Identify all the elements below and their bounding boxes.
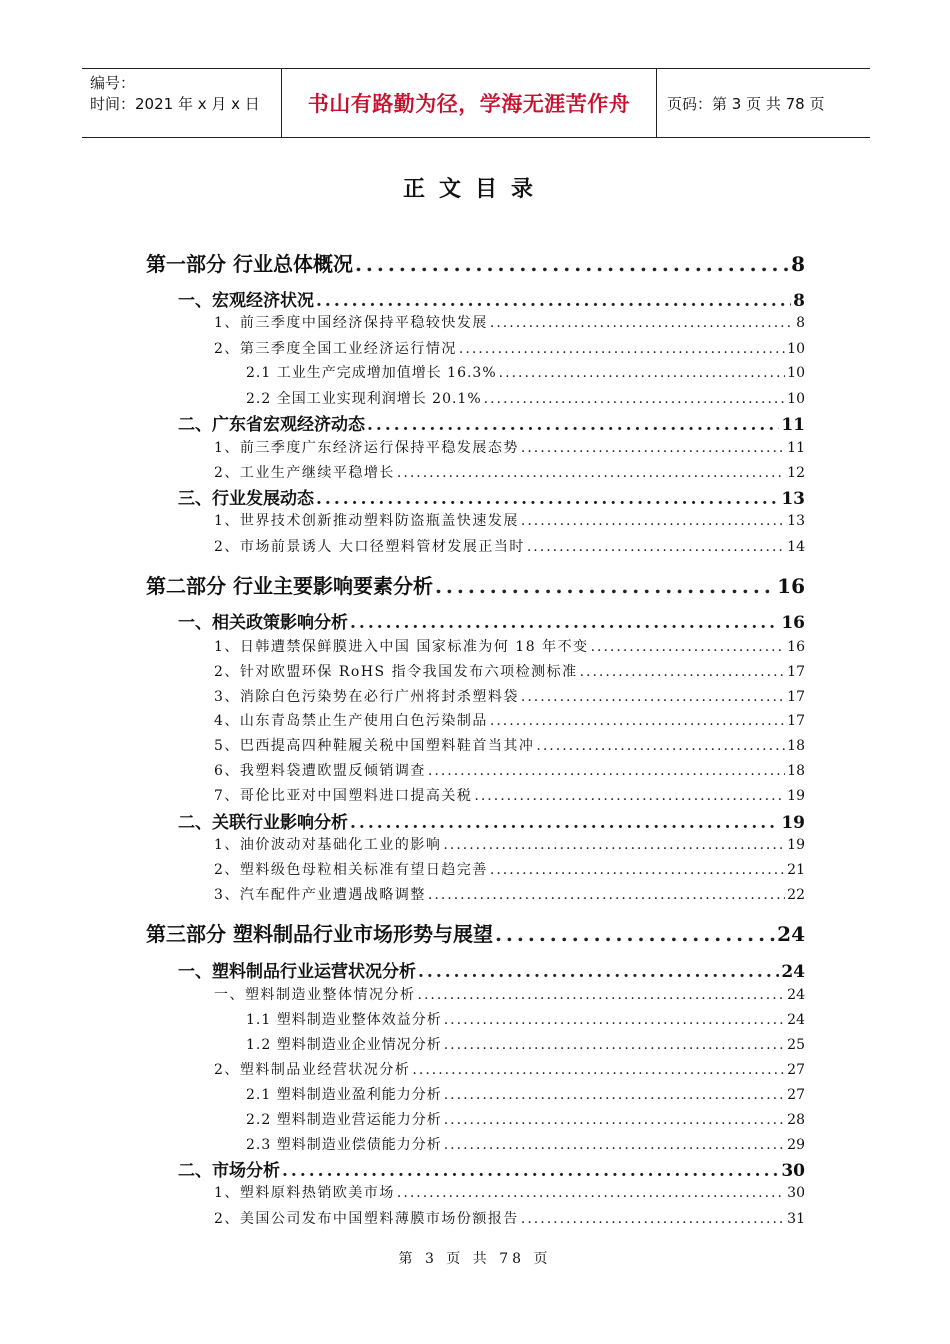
toc-entry-page: 24 bbox=[787, 1012, 805, 1028]
toc-dot-leader bbox=[444, 1137, 785, 1153]
toc-entry-page: 24 bbox=[787, 987, 805, 1003]
toc-entry[interactable] bbox=[214, 462, 805, 482]
toc-dot-leader bbox=[444, 1012, 785, 1028]
toc-dot-leader bbox=[499, 365, 786, 381]
toc-dot-leader bbox=[443, 837, 785, 853]
toc-entry-title: 2、第三季度全国工业经济运行情况 bbox=[214, 341, 457, 357]
toc-entry[interactable] bbox=[178, 410, 805, 435]
toc-entry-page: 30 bbox=[787, 1185, 805, 1201]
toc-entry-title: 3、汽车配件产业遭遇战略调整 bbox=[214, 887, 426, 903]
toc-entry-title: 二、广东省宏观经济动态 bbox=[178, 415, 365, 435]
toc-entry-title: 5、巴西提高四种鞋履关税中国塑料鞋首当其冲 bbox=[214, 738, 535, 754]
toc-entry-page: 17 bbox=[787, 713, 805, 729]
toc-entry[interactable] bbox=[246, 1084, 805, 1104]
header-motto: 书山有路勤为径，学海无涯苦作舟 bbox=[282, 69, 657, 137]
toc-entry-title: 一、塑料制造业整体情况分析 bbox=[214, 987, 416, 1003]
toc-entry[interactable] bbox=[214, 686, 805, 706]
toc-dot-leader bbox=[418, 962, 779, 982]
toc-entry-title: 三、行业发展动态 bbox=[178, 489, 314, 509]
toc-entry-page: 18 bbox=[787, 738, 805, 754]
toc-entry-title: 二、关联行业影响分析 bbox=[178, 813, 348, 833]
toc-dot-leader bbox=[490, 713, 785, 729]
toc-entry[interactable] bbox=[214, 859, 805, 879]
toc-entry-title: 2、工业生产继续平稳增长 bbox=[214, 465, 395, 481]
header-number: 编号： bbox=[90, 74, 136, 92]
toc-entry-title: 1、前三季度中国经济保持平稳较快发展 bbox=[214, 315, 488, 331]
toc-entry-page: 12 bbox=[787, 465, 805, 481]
toc-dot-leader bbox=[490, 315, 794, 331]
toc-entry[interactable] bbox=[178, 608, 805, 633]
toc-entry-title: 2、塑料制品业经营状况分析 bbox=[214, 1062, 411, 1078]
toc-dot-leader bbox=[418, 987, 786, 1003]
toc-entry-page: 8 bbox=[796, 315, 805, 331]
toc-entry-page: 16 bbox=[777, 574, 805, 598]
toc-entry-page: 19 bbox=[787, 788, 805, 804]
toc-dot-leader bbox=[428, 887, 785, 903]
toc-dot-leader bbox=[474, 788, 785, 804]
toc-entry[interactable] bbox=[214, 636, 805, 656]
toc-entry-page: 24 bbox=[777, 922, 805, 946]
toc-entry[interactable] bbox=[178, 808, 805, 833]
toc-entry[interactable] bbox=[214, 437, 805, 457]
toc-entry-page: 17 bbox=[787, 689, 805, 705]
toc-dot-leader bbox=[490, 862, 785, 878]
toc-entry[interactable] bbox=[146, 248, 805, 277]
toc-dot-leader bbox=[412, 1062, 785, 1078]
toc-dot-leader bbox=[397, 1185, 785, 1201]
toc-entry-title: 第一部分 行业总体概况 bbox=[146, 252, 353, 276]
toc-dot-leader bbox=[350, 813, 779, 833]
toc-entry[interactable] bbox=[246, 1009, 805, 1029]
toc-entry[interactable] bbox=[214, 338, 805, 358]
toc-entry[interactable] bbox=[178, 484, 805, 509]
toc-entry-page: 8 bbox=[793, 291, 805, 311]
toc-entry-title: 二、市场分析 bbox=[178, 1161, 280, 1181]
toc-entry-page: 25 bbox=[787, 1037, 805, 1053]
toc-entry[interactable] bbox=[246, 362, 805, 382]
toc-entry-page: 19 bbox=[787, 837, 805, 853]
toc-entry-page: 18 bbox=[787, 763, 805, 779]
toc-entry-page: 10 bbox=[787, 341, 805, 357]
toc-entry-title: 2.3 塑料制造业偿债能力分析 bbox=[246, 1137, 442, 1153]
toc-dot-leader bbox=[591, 639, 786, 655]
toc-dot-leader bbox=[580, 664, 786, 680]
toc-dot-leader bbox=[367, 415, 779, 435]
toc-dot-leader bbox=[282, 1161, 779, 1181]
toc-entry-page: 13 bbox=[781, 489, 805, 509]
toc-dot-leader bbox=[527, 539, 785, 555]
toc-entry[interactable] bbox=[214, 760, 805, 780]
toc-entry[interactable] bbox=[214, 510, 805, 530]
toc-entry-title: 1、塑料原料热销欧美市场 bbox=[214, 1185, 395, 1201]
toc-entry[interactable] bbox=[146, 570, 805, 599]
page-footer: 第 3 页 共 78 页 bbox=[398, 1251, 552, 1267]
header-meta bbox=[82, 69, 282, 137]
toc-entry[interactable] bbox=[214, 661, 805, 681]
header-page-info: 页码：第 3 页 共 78 页 bbox=[667, 94, 825, 113]
toc-entry-title: 2、美国公司发布中国塑料薄膜市场份额报告 bbox=[214, 1211, 519, 1227]
toc-entry[interactable] bbox=[214, 536, 805, 556]
toc-entry[interactable] bbox=[214, 735, 805, 755]
toc-dot-leader bbox=[521, 440, 785, 456]
toc-dot-leader bbox=[316, 489, 779, 509]
toc-entry[interactable] bbox=[246, 1109, 805, 1129]
toc-dot-leader bbox=[428, 763, 785, 779]
toc-entry-title: 4、山东青岛禁止生产使用白色污染制品 bbox=[214, 713, 488, 729]
toc-entry-page: 24 bbox=[781, 962, 805, 982]
toc-entry[interactable] bbox=[246, 1034, 805, 1054]
toc-entry[interactable] bbox=[214, 1208, 805, 1228]
toc-dot-leader bbox=[521, 1211, 785, 1227]
toc-entry-title: 1.2 塑料制造业企业情况分析 bbox=[246, 1037, 442, 1053]
toc-dot-leader bbox=[316, 291, 791, 311]
toc-entry-page: 29 bbox=[787, 1137, 805, 1153]
toc-entry[interactable] bbox=[246, 388, 805, 408]
toc-entry-title: 2.1 塑料制造业盈利能力分析 bbox=[246, 1087, 442, 1103]
toc-dot-leader bbox=[444, 1087, 785, 1103]
toc-entry[interactable] bbox=[246, 1134, 805, 1154]
toc-entry-page: 10 bbox=[787, 365, 805, 381]
toc-entry-page: 19 bbox=[781, 813, 805, 833]
toc-entry[interactable] bbox=[214, 710, 805, 730]
toc-entry[interactable] bbox=[178, 957, 805, 982]
toc-entry-page: 17 bbox=[787, 664, 805, 680]
toc-entry[interactable] bbox=[214, 1182, 805, 1202]
toc-entry[interactable] bbox=[214, 884, 805, 904]
toc-entry[interactable] bbox=[214, 785, 805, 805]
toc-entry-title: 3、消除白色污染势在必行广州将封杀塑料袋 bbox=[214, 689, 519, 705]
toc-entry[interactable] bbox=[178, 1156, 805, 1181]
toc-dot-leader bbox=[484, 391, 786, 407]
toc-entry-title: 1、世界技术创新推动塑料防盗瓶盖快速发展 bbox=[214, 513, 519, 529]
toc-entry-page: 22 bbox=[787, 887, 805, 903]
toc-entry-title: 6、我塑料袋遭欧盟反倾销调查 bbox=[214, 763, 426, 779]
toc-entry-title: 一、相关政策影响分析 bbox=[178, 613, 348, 633]
toc-dot-leader bbox=[444, 1037, 785, 1053]
toc-entry-page: 30 bbox=[781, 1161, 805, 1181]
toc-dot-leader bbox=[444, 1112, 785, 1128]
toc-entry[interactable] bbox=[146, 918, 805, 947]
toc-entry-title: 2、针对欧盟环保 RoHS 指令我国发布六项检测标准 bbox=[214, 664, 578, 680]
page-header bbox=[82, 68, 870, 138]
toc-entry-title: 2.2 塑料制造业营运能力分析 bbox=[246, 1112, 442, 1128]
toc-entry-title: 1.1 塑料制造业整体效益分析 bbox=[246, 1012, 442, 1028]
toc-entry-page: 8 bbox=[791, 252, 805, 276]
toc-entry-page: 10 bbox=[787, 391, 805, 407]
toc-entry-page: 14 bbox=[787, 539, 805, 555]
toc-dot-leader bbox=[459, 341, 785, 357]
toc-dot-leader bbox=[355, 252, 789, 276]
toc-entry-title: 一、塑料制品行业运营状况分析 bbox=[178, 962, 416, 982]
toc-dot-leader bbox=[521, 513, 785, 529]
toc-entry-title: 第二部分 行业主要影响要素分析 bbox=[146, 574, 433, 598]
toc-entry[interactable] bbox=[214, 1059, 805, 1079]
toc-entry[interactable] bbox=[214, 984, 805, 1004]
toc-entry-title: 7、哥伦比亚对中国塑料进口提高关税 bbox=[214, 788, 473, 804]
toc-dot-leader bbox=[536, 738, 785, 754]
toc-dot-leader bbox=[397, 465, 785, 481]
toc-entry-title: 2、市场前景诱人 大口径塑料管材发展正当时 bbox=[214, 539, 525, 555]
toc-entry[interactable] bbox=[178, 286, 805, 311]
toc-entry-title: 一、宏观经济状况 bbox=[178, 291, 314, 311]
toc-entry-title: 1、前三季度广东经济运行保持平稳发展态势 bbox=[214, 440, 519, 456]
toc-dot-leader bbox=[350, 613, 779, 633]
toc-entry[interactable] bbox=[214, 312, 805, 332]
page-title: 正文目录 bbox=[402, 176, 547, 202]
toc-entry-title: 第三部分 塑料制品行业市场形势与展望 bbox=[146, 922, 493, 946]
toc-entry-page: 28 bbox=[787, 1112, 805, 1128]
toc-entry[interactable] bbox=[214, 834, 805, 854]
toc-entry-title: 2.2 全国工业实现利润增长 20.1% bbox=[246, 391, 482, 407]
toc-entry-title: 2.1 工业生产完成增加值增长 16.3% bbox=[246, 365, 497, 381]
toc-entry-page: 11 bbox=[781, 415, 805, 435]
toc-entry-page: 13 bbox=[787, 513, 805, 529]
toc-entry-title: 1、油价波动对基础化工业的影响 bbox=[214, 837, 442, 853]
toc-entry-page: 31 bbox=[787, 1211, 805, 1227]
toc-entry-page: 16 bbox=[781, 613, 805, 633]
toc-entry-page: 27 bbox=[787, 1062, 805, 1078]
toc-dot-leader bbox=[435, 574, 775, 598]
toc-dot-leader bbox=[495, 922, 775, 946]
toc-entry-title: 1、日韩遭禁保鲜膜进入中国 国家标准为何 18 年不变 bbox=[214, 639, 589, 655]
toc-entry-page: 16 bbox=[787, 639, 805, 655]
toc-entry-page: 27 bbox=[787, 1087, 805, 1103]
toc-entry-page: 21 bbox=[787, 862, 805, 878]
toc-entry-page: 11 bbox=[787, 440, 805, 456]
toc-dot-leader bbox=[521, 689, 785, 705]
header-date: 时间：2021 年 x 月 x 日 bbox=[90, 95, 260, 113]
toc-entry-title: 2、塑料级色母粒相关标准有望日趋完善 bbox=[214, 862, 488, 878]
